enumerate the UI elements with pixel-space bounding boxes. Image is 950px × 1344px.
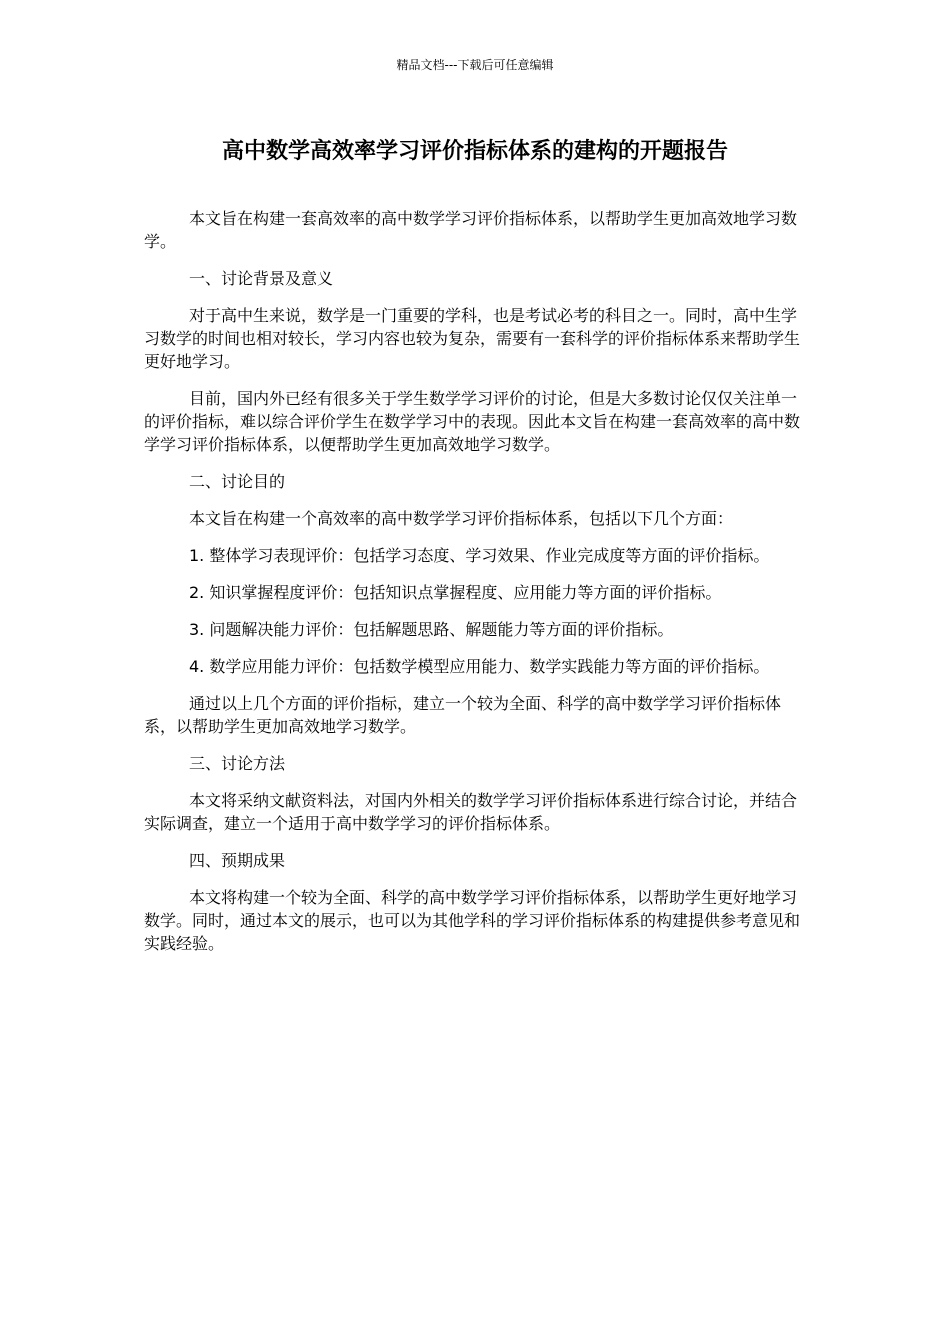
list-item-4: 4. 数学应用能力评价：包括数学模型应用能力、数学实践能力等方面的评价指标。 <box>189 657 770 676</box>
document-title: 高中数学高效率学习评价指标体系的建构的开题报告 <box>221 139 728 164</box>
list-item-2: 2. 知识掌握程度评价：包括知识点掌握程度、应用能力等方面的评价指标。 <box>189 583 722 602</box>
purpose-paragraph: 本文旨在构建一个高效率的高中数学学习评价指标体系，包括以下几个方面： <box>189 509 734 528</box>
outcome-paragraph: 本文将构建一个较为全面、科学的高中数学学习评价指标体系，以帮助学生更好地学习数学。同时，通过本文的展示，也可以为其他学科的学习评价指标体系的构建提供参考意见和实践经验。 <box>144 888 801 953</box>
section-heading-purpose: 二、讨论目的 <box>189 472 286 491</box>
header-note: 精品文档---下载后可任意编辑 <box>396 58 554 72</box>
list-item-3: 3. 问题解决能力评价：包括解题思路、解题能力等方面的评价指标。 <box>189 620 674 639</box>
purpose-summary-paragraph: 通过以上几个方面的评价指标，建立一个较为全面、科学的高中数学学习评价指标体系，以帮助学生更加高效地学习数学。 <box>144 694 782 736</box>
background-paragraph-1: 对于高中生来说，数学是一门重要的学科，也是考试必考的科目之一。同时，高中生学习数学的时间也相对较长，学习内容也较为复杂，需要有一套科学的评价指标体系来帮助学生更好地学习。 <box>144 306 801 371</box>
section-heading-method: 三、讨论方法 <box>189 754 286 773</box>
section-heading-background: 一、讨论背景及意义 <box>189 269 334 288</box>
list-item-1: 1. 整体学习表现评价：包括学习态度、学习效果、作业完成度等方面的评价指标。 <box>189 546 770 565</box>
background-paragraph-2: 目前，国内外已经有很多关于学生数学学习评价的讨论，但是大多数讨论仅仅关注单一的评价指标，难以综合评价学生在数学学习中的表现。因此本文旨在构建一套高效率的高中数学学习评价指标体系，以便帮助学生更加高效地学习数学。 <box>144 389 801 454</box>
section-heading-outcome: 四、预期成果 <box>189 851 286 870</box>
document-body <box>144 207 806 969</box>
intro-paragraph: 本文旨在构建一套高效率的高中数学学习评价指标体系，以帮助学生更加高效地学习数学。 <box>144 209 798 251</box>
method-paragraph: 本文将采纳文献资料法，对国内外相关的数学学习评价指标体系进行综合讨论，并结合实际调查，建立一个适用于高中数学学习的评价指标体系。 <box>144 791 798 833</box>
